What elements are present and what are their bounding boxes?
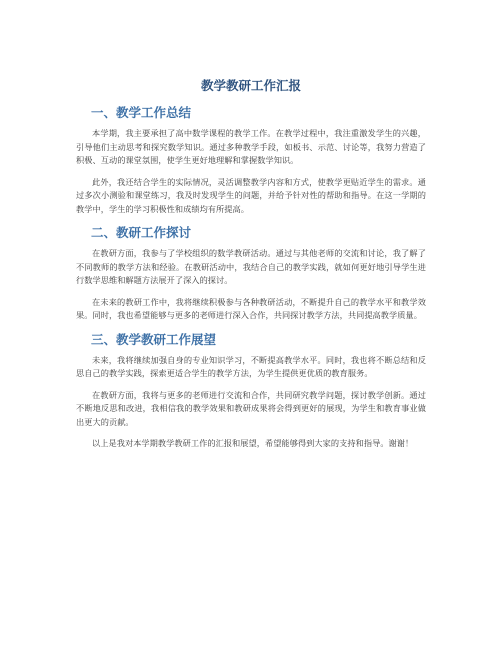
paragraph: 本学期，我主要承担了高中数学课程的教学工作。在教学过程中，我注重激发学生的兴趣，引导他们主动思考和探究数学知识。通过多种教学手段，如板书、示范、讨论等，我努力营造了积极、互动的课堂氛围，使学生更好地理解和掌握数学知识。 [76, 128, 426, 165]
section-heading: 一、教学工作总结 [91, 105, 192, 120]
paragraph: 在未来的教研工作中，我将继续积极参与各种教研活动，不断提升自己的教学水平和教学效果。同时，我也希望能够与更多的老师进行深入合作，共同探讨教学方法，共同提高教学质量。 [76, 296, 426, 320]
page-title: 教学教研工作汇报 [200, 78, 301, 93]
section-outlook [76, 331, 426, 451]
paragraph: 在教研方面，我参与了学校组织的数学教研活动。通过与其他老师的交流和讨论，我了解了不同教师的教学方法和经验。在教研活动中，我结合自己的教学实践，就如何更好地引导学生进行数学思维和解题方法展开了深入的探讨。 [76, 248, 426, 285]
paragraph: 在教研方面，我将与更多的老师进行交流和合作，共同研究教学问题，探讨教学创新。通过不断地反思和改进，我相信我的教学效果和教研成果将会得到更好的展现，为学生和教育事业做出更大的贡献。 [76, 389, 426, 427]
section-heading: 三、教学教研工作展望 [91, 331, 217, 347]
section-research-discussion [76, 224, 426, 323]
paragraph: 此外，我还结合学生的实际情况，灵活调整教学内容和方式，使教学更贴近学生的需求。通过多次小测验和课堂练习，我及时发现学生的问题，并给予针对性的帮助和指导。在这一学期的教学中，学生的学习积极性和成绩均有所提高。 [76, 176, 426, 214]
section-teaching-summary [76, 104, 426, 216]
paragraph: 以上是我对本学期教学教研工作的汇报和展望，希望能够得到大家的支持和指导。谢谢！ [92, 438, 414, 448]
paragraph: 未来，我将继续加强自身的专业知识学习，不断提高教学水平。同时，我也将不断总结和反思自己的教学实践，探索更适合学生的教学方法，为学生提供更优质的教育服务。 [76, 354, 426, 378]
section-heading: 二、教研工作探讨 [91, 225, 192, 240]
